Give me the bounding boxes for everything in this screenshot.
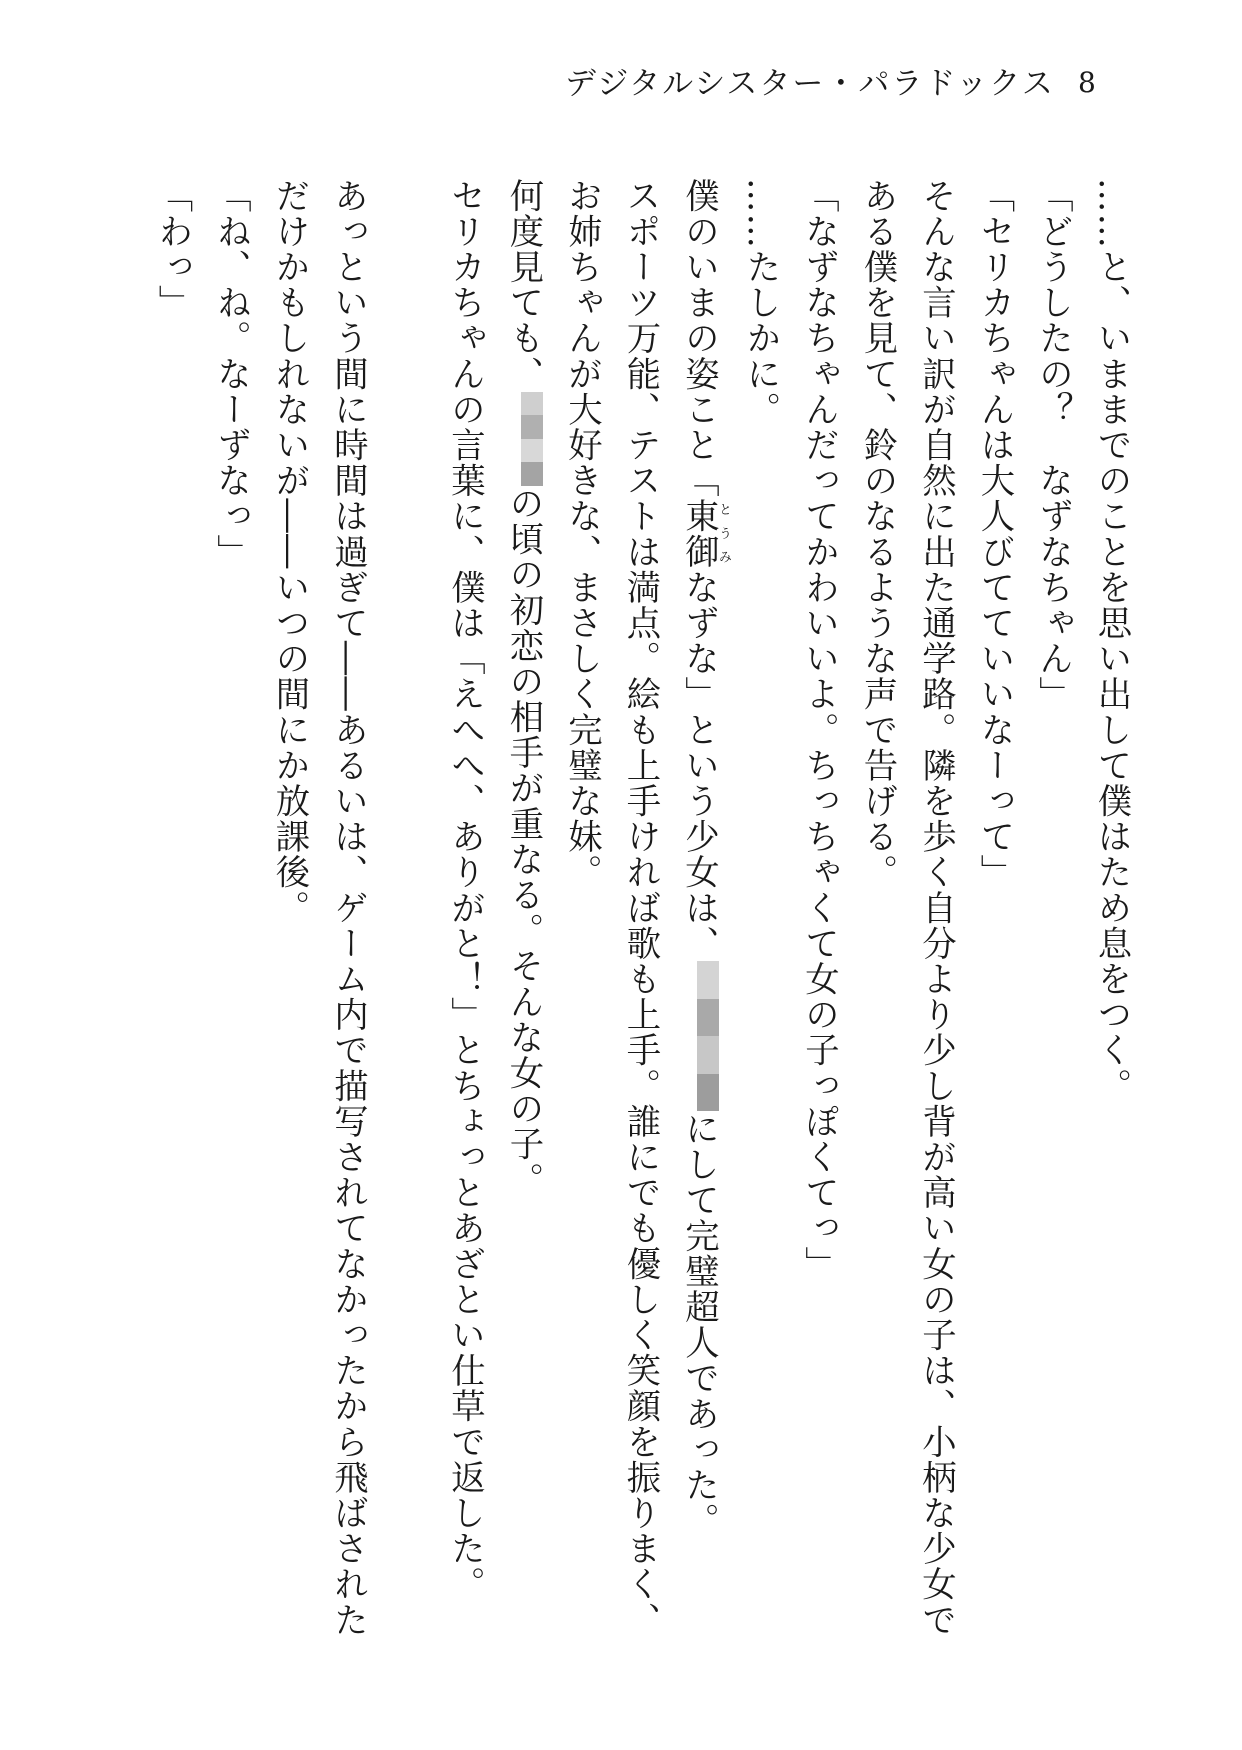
text-line: そんな言い訳が自然に出た通学路。隣を歩く自分より少し背が高い女の子は、小柄な少女で [915, 178, 956, 1638]
text-line: 「わっ」 [152, 178, 192, 321]
novel-body [143, 178, 1141, 1638]
censor-mosaic [697, 961, 719, 1111]
text-line: だけかもしれないが――いつの間にか放課後。 [269, 178, 309, 926]
censor-mosaic [521, 392, 543, 486]
text-line: ……たしかに。 [740, 178, 780, 428]
text-span: なずな」という少女は、 [678, 569, 719, 962]
blank-line [377, 178, 436, 1598]
text-span: の頃の初恋の相手が重なる。そんな女の子。 [503, 485, 543, 1198]
text-line: ある僕を見て、鈴のなるような声で告げる。 [857, 178, 897, 890]
text-span: にして完璧超人であった。 [678, 1111, 719, 1539]
text-line: ……と、いままでのことを思い出して僕はため息をつく。 [1091, 178, 1131, 1104]
text-span: 僕のいまの姿こと「 [678, 178, 719, 499]
text-line: セリカちゃんの言葉に、僕は「えへへ、ありがと！」とちょっとあざとい仕草で返した。 [444, 178, 485, 1602]
page-number: 8 [1078, 66, 1096, 99]
text-line [494, 178, 553, 1598]
text-line: お姉ちゃんが大好きな、まさしく完璧な妹。 [561, 178, 602, 890]
text-span: 何度見ても、 [503, 178, 543, 392]
ruby-reading: とうみ [716, 498, 731, 570]
text-line [669, 178, 731, 1598]
text-line: 「セリカちゃんは大人びてていいなーって」 [974, 178, 1014, 890]
running-header-title: デジタルシスター・パラドックス [565, 66, 1055, 102]
text-line: あっという間に時間は過ぎて――あるいは、ゲーム内で描写されてなかったから飛ばされた [327, 178, 368, 1638]
furigana-name [678, 498, 731, 570]
text-line: 「ね、ね。なーずなっ」 [210, 178, 251, 570]
ruby-base: 東御 [678, 498, 719, 570]
text-line: 「どうしたの？ なずなちゃん」 [1032, 178, 1073, 712]
text-line: スポーツ万能、テストは満点。絵も上手ければ歌も上手。誰にでも優しく笑顔を振りまく、 [620, 178, 660, 1638]
text-line: 「なずなちゃんだってかわいいよ。ちっちゃくて女の子っぽくてっ」 [798, 178, 839, 1282]
